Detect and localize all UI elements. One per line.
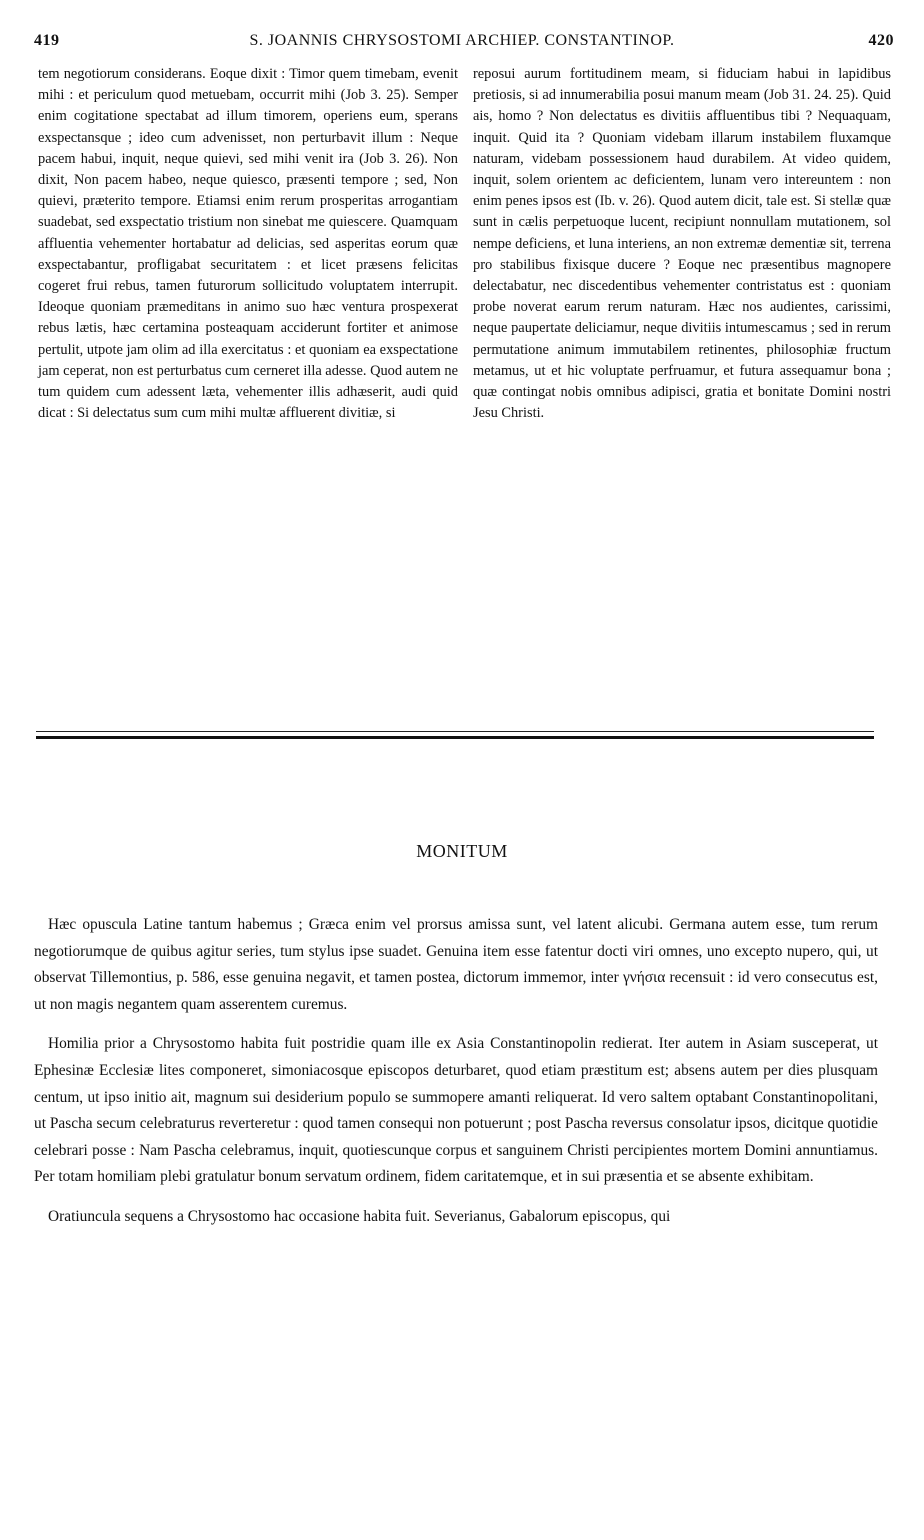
- left-column: [38, 64, 458, 424]
- monitum-paragraph: Oratiuncula sequens a Chrysostomo hac occasione habita fuit. Severianus, Gabalorum episcopus, qui: [48, 1207, 671, 1225]
- running-title: S. JOANNIS CHRYSOSTOMI ARCHIEP. CONSTANTINOP.: [249, 32, 675, 49]
- page-number-right: 420: [868, 32, 894, 49]
- right-column: [473, 64, 891, 424]
- monitum-paragraph: Homilia prior a Chrysostomo habita fuit postridie quam ille ex Asia Constantinopolin redierat. Iter autem in Asiam susceperat, ut Ephesinæ Ecclesiæ lites componeret, simoniacosque episcopos deturbaret, quod etiam præstitum est; absens autem per dies plusquam centum, ut ipso initio ait, magnum sui desiderium populo se summopere amanti reliquerat. Id vero saltem optabant Constantinopolitani, ut Pascha secum celebraturus reverteretur : quod tamen consequi non potuerunt ; post Pascha reversus consolatur ipsos, dicitque quotidie celebrari posse : Nam Pascha celebramus, inquit, quotiescunque corpus et sanguinem Christi percipientes mortem Domini annuntiamus. Per totam homiliam plebi gratulatur bonum servatum ordinem, fidem caritatemque, et in sui præsentia et se absente exhibitam.: [34, 1035, 878, 1186]
- monitum-body: [34, 912, 878, 1244]
- section-divider-thick: [36, 736, 874, 739]
- monitum-paragraph: Hæc opuscula Latine tantum habemus ; Græca enim vel prorsus amissa sunt, vel latent alicubi. Germana autem esse, tum rerum negotiorumque de quibus agitur series, tum stylus ipse suadet. Genuina item esse fatentur docti viri omnes, uno excepto nupero, qui, ut observat Tillemontius, p. 586, esse genuina negavit, et tamen postea, dictorum immemor, inter γνήσια recensuit : id vero consecutus est, ut non magis negantem quam asserentem curemus.: [34, 916, 878, 1013]
- right-column-text: reposui aurum fortitudinem meam, si fiduciam habui in lapidibus pretiosis, si ad innumerabilia posui manum meam (Job 31. 24. 25). Quid ais, homo ? Non delectatus es divitiis affluentibus tibi ? Nequaquam, inquit. Quid ita ? Quoniam videbam illarum instabilem fluxamque naturam, videbam possessionem haud durabilem. At video quidem, inquit, solem orientem ac deficientem, lunam vero intereuntem : non enim penes ipsos est (Ib. v. 26). Quod autem dicit, tale est. Si stellæ quæ sunt in cælis perpetuoque lucent, recipiunt nonnullam mutationem, sol nempe deficiens, et luna interiens, an non extremæ dementiæ sit, terrena pro stabilibus fixisque ducere ? Eoque nec præsentibus magnopere delectabatur, nec discedentibus vehementer contristatus est : quoniam probe noverat earum rerum naturam. Hæc nos audientes, carissimi, neque paupertate deliciamur, neque divitiis intumescamus ; sed in rerum permutatione animum immutabilem retinentes, philosophiæ fructum metamus, ut et hic voluptate perfruamur, et futura assequamur bona ; quæ contingat nobis omnibus adipisci, gratia et bonitate Domini nostri Jesu Christi.: [473, 66, 891, 422]
- running-header: [30, 32, 894, 58]
- left-column-text: tem negotiorum considerans. Eoque dixit : Timor quem timebam, evenit mihi : et periculum quod metuebam, occurrit mihi (Job 3. 25). Semper enim cogitatione spectabat ad illum timorem, operiens eum, sperans exspectansque ; ideo cum advenisset, non perturbavit illum : Neque pacem habui, inquit, neque quievi, sed mihi venit ira (Job 3. 26). Non dixit, Non pacem habeo, neque quiesco, præsenti tempore ; sed, Non quievi, præterito tempore. Etiamsi enim rerum prosperitas arrogantiam suadebat, sed exspectatio tristium non sinebat me quiescere. Quamquam affluentia vehementer hortabatur ad delicias, sed asperitas eorum quæ exspectabantur, profligabat securitatem : et licet præsens felicitas cogeret frui rebus, tamen futurorum sollicitudo voluptatem interrupit. Ideoque quoniam præmeditans in animo suo hæc ventura prospexerat rebus lætis, hæc certamina posteaquam acciderunt fortiter et animose pertulit, utpote jam olim ad illa exercitatus : et quoniam ea exspectatione jam ceperat, non est perturbatus cum cerneret illa adesse. Quod autem ne tum quidem cum adessent læta, vehementer illis adhæserit, audi quid dicat : Si delectatus sum cum mihi multæ affluerent divitiæ, si: [38, 66, 458, 422]
- page-number-left: 419: [34, 32, 60, 49]
- monitum-heading: MONITUM: [416, 841, 508, 861]
